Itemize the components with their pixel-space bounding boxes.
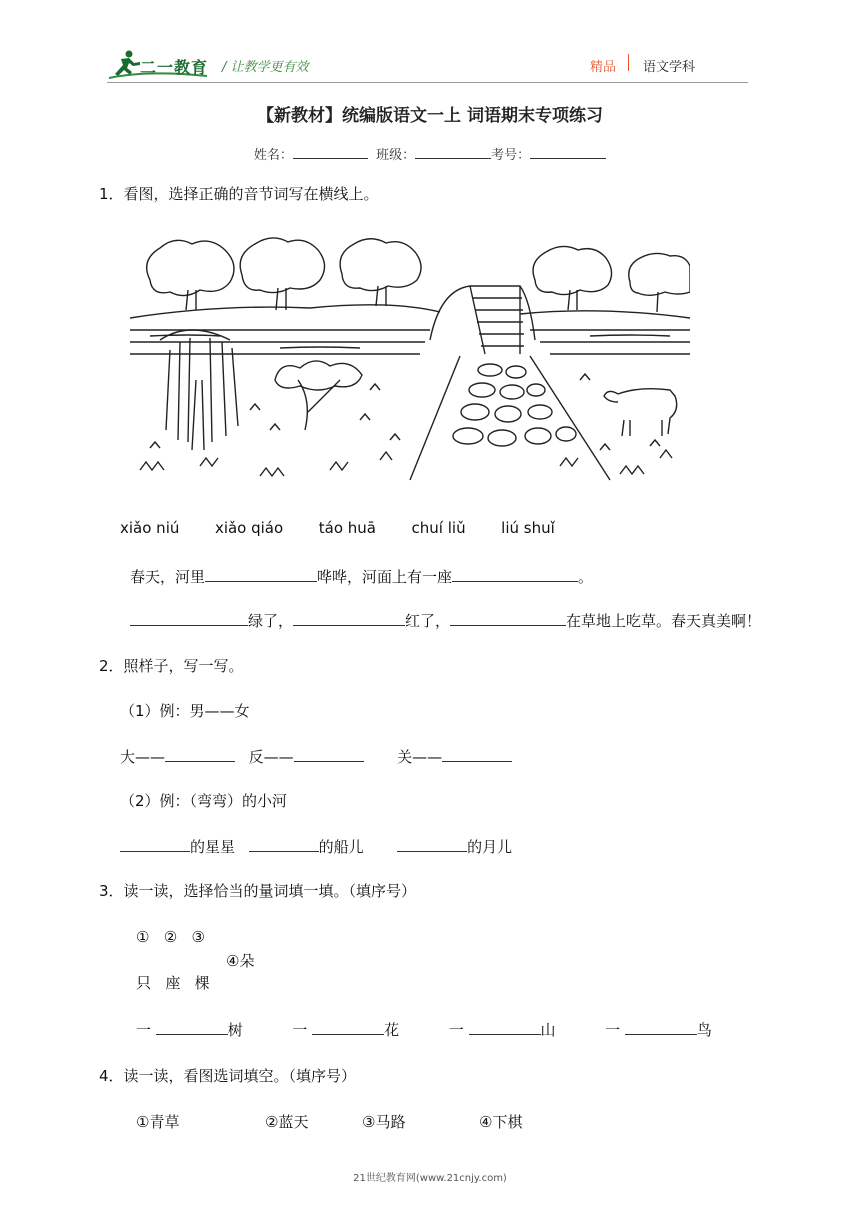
q1-text: 红了， <box>405 612 451 630</box>
q3-prefix: 一 <box>292 1021 308 1039</box>
q2-item: 关—— <box>397 748 443 766</box>
q2-row-1 <box>120 746 512 767</box>
q4-option-2: ②蓝天 <box>265 1113 309 1131</box>
q3-item: 树 <box>227 1021 243 1039</box>
q3-word: 棵 <box>194 974 210 992</box>
q1-text: 哗哗，河面上有一座 <box>317 568 453 586</box>
q2-example-1: （1）例：男——女 <box>120 702 250 720</box>
answer-blank[interactable] <box>165 760 235 762</box>
page-title: 【新教材】统编版语文一上 词语期末专项练习 <box>257 106 603 126</box>
answer-blank[interactable] <box>469 1033 541 1035</box>
q3-word: 只 <box>136 974 152 992</box>
q3-stem: 3．读一读，选择恰当的量词填一填。（填序号） <box>99 882 417 900</box>
name-label: 姓名： <box>253 148 293 163</box>
student-info <box>0 144 860 163</box>
q3-option-4: ④朵 <box>226 952 255 970</box>
slogan: / 让教学更有效 <box>222 60 309 75</box>
q2-item: 大—— <box>120 748 166 766</box>
logo-text: 二一教育 <box>140 58 209 77</box>
q4-option-4: ④下棋 <box>479 1113 523 1131</box>
answer-blank[interactable] <box>130 624 248 626</box>
pinyin-option: chuí liǔ <box>411 519 466 537</box>
pinyin-option: xiǎo qiáo <box>214 519 284 537</box>
q4-option-3: ③马路 <box>362 1113 406 1131</box>
q4-option-1: ①青草 <box>136 1113 180 1131</box>
pinyin-option: táo huā <box>318 519 376 537</box>
answer-blank[interactable] <box>156 1033 228 1035</box>
q2-item: 的星星 <box>190 838 236 856</box>
q1-text: 在草地上吃草。春天真美啊！ <box>566 612 762 630</box>
q3-item: 山 <box>540 1021 556 1039</box>
q1-text: 春天，河里 <box>130 568 206 586</box>
answer-blank[interactable] <box>205 580 317 582</box>
q3-numbers <box>136 928 205 946</box>
tag-subject: 语文学科 <box>643 60 696 75</box>
q2-stem: 2．照样子，写一写。 <box>99 657 244 675</box>
tag-premium: 精品 <box>590 60 617 75</box>
q2-item: 的船儿 <box>318 838 364 856</box>
q3-words <box>136 972 210 993</box>
q2-row-2 <box>120 836 512 857</box>
answer-blank[interactable] <box>312 1033 384 1035</box>
q1-sentence-1 <box>130 566 593 587</box>
q1-text: 。 <box>578 568 594 586</box>
q4-stem: 4．读一读，看图选词填空。（填序号） <box>99 1067 357 1085</box>
exam-number-field[interactable] <box>530 157 606 159</box>
q3-number: ① <box>136 928 150 946</box>
footer-source: 21世纪教育网(www.21cnjy.com) <box>353 1173 507 1184</box>
q3-word: 座 <box>165 974 181 992</box>
pinyin-option: liú shuǐ <box>501 519 555 537</box>
answer-blank[interactable] <box>294 760 364 762</box>
q3-prefix: 一 <box>605 1021 621 1039</box>
answer-blank[interactable] <box>249 850 319 852</box>
answer-blank[interactable] <box>450 624 566 626</box>
q2-item: 的月儿 <box>467 838 513 856</box>
spring-scene-illustration <box>130 230 690 490</box>
class-field[interactable] <box>415 157 491 159</box>
q3-prefix: 一 <box>448 1021 464 1039</box>
pinyin-options <box>120 519 555 537</box>
tree-icon <box>147 240 234 310</box>
name-field[interactable] <box>293 157 368 159</box>
q3-number: ③ <box>191 928 205 946</box>
answer-blank[interactable] <box>452 580 578 582</box>
q1-text: 绿了， <box>248 612 294 630</box>
answer-blank[interactable] <box>397 850 467 852</box>
q3-prefix: 一 <box>136 1021 152 1039</box>
class-label: 班级： <box>376 148 416 163</box>
answer-blank[interactable] <box>120 850 190 852</box>
answer-blank[interactable] <box>293 624 405 626</box>
q2-item: 反—— <box>248 748 294 766</box>
header-divider <box>107 82 748 83</box>
q1-sentence-2 <box>130 610 761 631</box>
calf-icon <box>604 389 677 436</box>
answer-blank[interactable] <box>442 760 512 762</box>
q3-number: ② <box>163 928 178 946</box>
q3-answers <box>136 1019 712 1040</box>
tag-divider <box>628 54 629 71</box>
q3-item: 鸟 <box>696 1021 712 1039</box>
pinyin-option: xiǎo niú <box>120 519 180 537</box>
answer-blank[interactable] <box>625 1033 697 1035</box>
exam-label: 考号： <box>491 148 531 163</box>
q1-stem: 1．看图，选择正确的音节词写在横线上。 <box>99 185 379 203</box>
q3-item: 花 <box>384 1021 400 1039</box>
q2-example-2: （2）例：（弯弯）的小河 <box>120 792 288 810</box>
